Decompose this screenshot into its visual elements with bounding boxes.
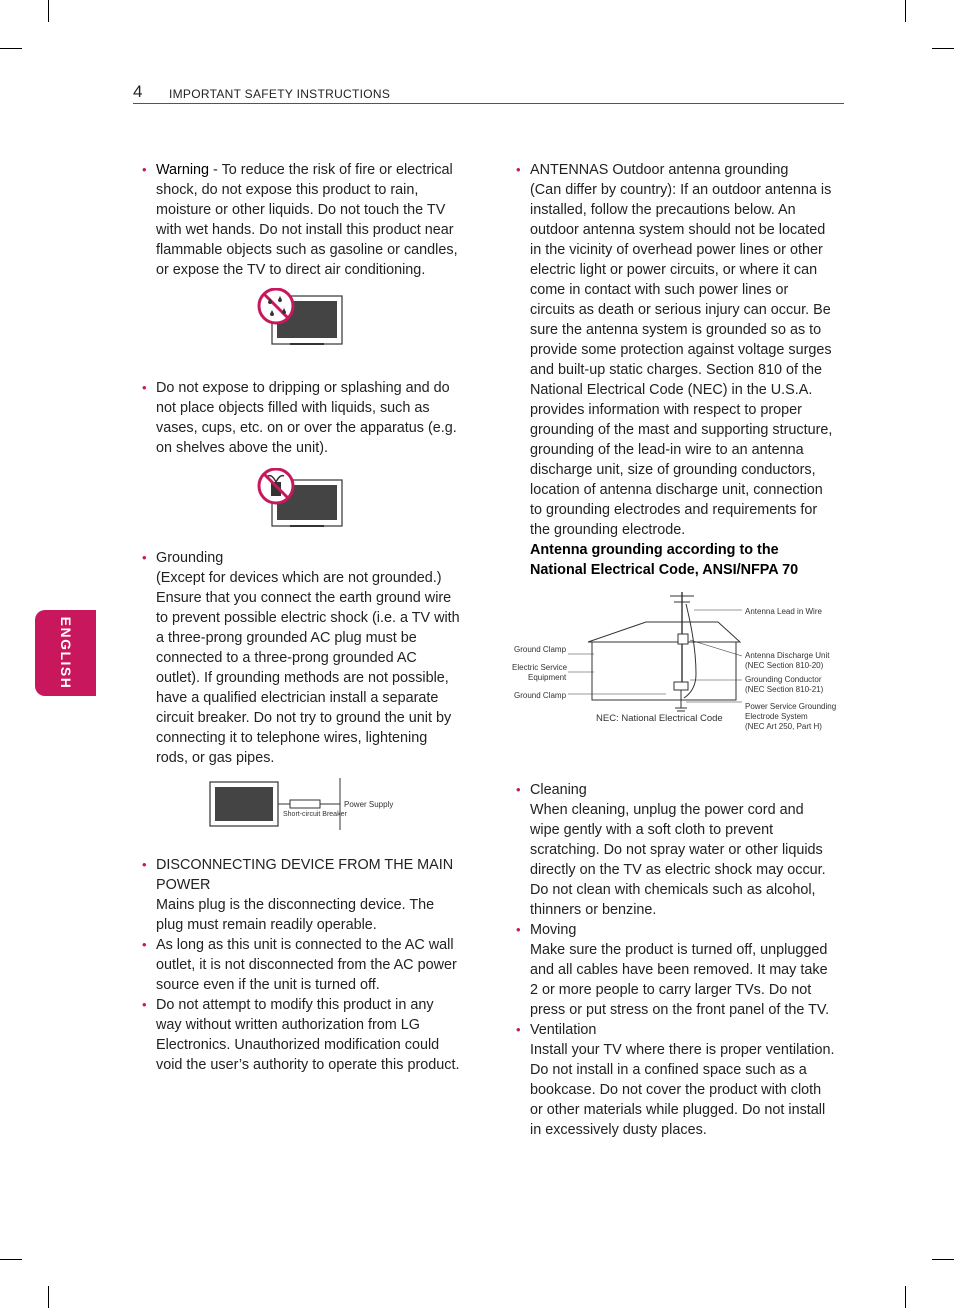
bullet-icon: • [516,162,521,177]
crop-mark [48,0,49,22]
moving-item [516,920,836,1020]
crop-mark [932,1259,954,1260]
ventilation-text: Install your TV where there is proper ventilation. Do not install in a confined space such as a bookcase. Do not cover the product with cloth or other materials while plugged. Do not install in excessively dusty places. [530,1042,835,1138]
electrode-label-3: (NEC Art 250, Part H) [745,722,822,731]
connected-item [142,935,462,995]
antenna-figure [506,590,836,758]
power-supply-label: Power Supply [344,800,394,809]
crop-mark [905,0,906,22]
antennas-item [516,160,836,580]
crop-mark [905,1286,906,1308]
discharge-unit-label: Antenna Discharge Unit [745,651,830,660]
crop-mark [48,1286,49,1308]
no-vase-figure [142,468,462,540]
grounding-item [142,548,462,768]
grounding-conductor-section: (NEC Section 810-21) [745,685,824,694]
moving-text: Make sure the product is turned off, unplugged and all cables have been removed. It may take 2 or more people to carry larger TVs. Do not press or put stress on the front panel of the TV. [530,942,830,1018]
bullet-icon: • [516,922,521,937]
antennas-heading: ANTENNAS Outdoor antenna grounding [530,162,789,178]
bullet-icon: • [142,997,147,1012]
cleaning-text: When cleaning, unplug the power cord and wipe gently with a soft cloth to prevent scratching. Do not spray water or other liquids directly on the TV as electric shock may occur. Do not clean with chemicals such as alcohol, thinners or benzine. [530,802,826,918]
antennas-text: (Can differ by country): If an outdoor antenna is installed, follow the precautions below. An outdoor antenna system should not be located in the vicinity of overhead power lines or other electric light or power circuits, or where it can come in contact with such power lines or circuits as death or serious injury can occur. Be sure the antenna system is grounded so as to provide some protection against voltage surges and built-up static charges. Section 810 of the National Electrical Code (NEC) in the U.S.A. provides information with respect to proper grounding of the mast and supporting structure, grounding of the lead-in wire to an antenna discharge unit, size of grounding conductors, location of antenna discharge unit, connection to grounding electrodes and requirements for the grounding electrode. [530,182,833,538]
page-number: 4 [133,82,143,101]
disconnect-heading: DISCONNECTING DEVICE FROM THE MAIN POWER [156,857,454,893]
modify-item [142,995,462,1075]
section-title: IMPORTANT SAFETY INSTRUCTIONS [169,87,391,101]
lead-in-wire-label: Antenna Lead in Wire [745,607,822,616]
bullet-icon: • [516,782,521,797]
warning-paragraph [156,160,462,280]
moving-heading: Moving [530,922,577,938]
discharge-unit-section: (NEC Section 810-20) [745,661,824,670]
electrode-label-1: Power Service Grounding [745,702,837,711]
ground-clamp-top-label: Ground Clamp [514,645,567,654]
disconnect-item [142,855,462,935]
dripping-item [142,378,462,458]
electrode-label-2: Electrode System [745,712,808,721]
connected-text: As long as this unit is connected to the AC wall outlet, it is not disconnected from the AC power source even if the unit is turned off. [156,937,457,993]
grounding-figure [142,778,462,840]
bullet-icon: • [516,1022,521,1037]
crop-mark [0,1259,22,1260]
warning-text: - To reduce the risk of fire or electrical shock, do not expose this product to rain, moisture or other liquids. Do not touch the TV with wet hands. Do not install this product near flammable objects such as gasoline or candles, or expose the TV to direct air conditioning. [156,162,458,278]
modify-text: Do not attempt to modify this product in any way without written authorization from LG Electronics. Unauthorized modification could void the user’s authority to operate this product. [156,997,460,1073]
header-rule [133,103,844,104]
crop-mark [0,48,22,49]
electric-service-label-2: Equipment [528,673,567,682]
breaker-label: Short-circuit Breaker [283,811,347,818]
cleaning-heading: Cleaning [530,782,587,798]
crop-mark [932,48,954,49]
ground-clamp-bottom-label: Ground Clamp [514,691,567,700]
right-column [512,160,837,1140]
ventilation-heading: Ventilation [530,1022,597,1038]
dripping-text: Do not expose to dripping or splashing and do not place objects filled with liquids, such as vases, cups, etc. on or over the apparatus (e.g. on shelves above the unit). [156,380,457,456]
nec-label: NEC: National Electrical Code [596,713,723,724]
electric-service-label-1: Electric Service [512,663,568,672]
grounding-text: (Except for devices which are not grounded.) Ensure that you connect the earth ground wire to prevent possible electric shock (i.e. a TV with a three-prong grounded AC plug must be connected to a three-prong grounded AC outlet). If grounding methods are not possible, have a qualified electrician install a separate circuit breaker. Do not try to ground the unit by connecting it to telephone wires, lightening rods, or gas pipes. [156,570,460,766]
bullet-icon: • [142,857,147,872]
left-column [142,160,462,1075]
bullet-icon: • [142,380,147,395]
bullet-icon: • [142,937,147,952]
cleaning-item [516,780,836,920]
warning-heading: Warning [156,162,210,178]
ventilation-item [516,1020,836,1140]
antennas-bold: Antenna grounding according to the National Electrical Code, ANSI/NFPA 70 [530,542,799,578]
grounding-heading: Grounding [156,550,224,566]
bullet-icon: • [142,550,147,565]
language-tab [35,610,96,696]
no-water-figure [142,288,462,360]
grounding-conductor-label: Grounding Conductor [745,675,822,684]
disconnect-text: Mains plug is the disconnecting device. The plug must remain readily operable. [156,897,435,933]
language-tab-label: ENGLISH [57,616,74,690]
warning-item [142,160,462,280]
bullet-icon: • [142,162,147,177]
